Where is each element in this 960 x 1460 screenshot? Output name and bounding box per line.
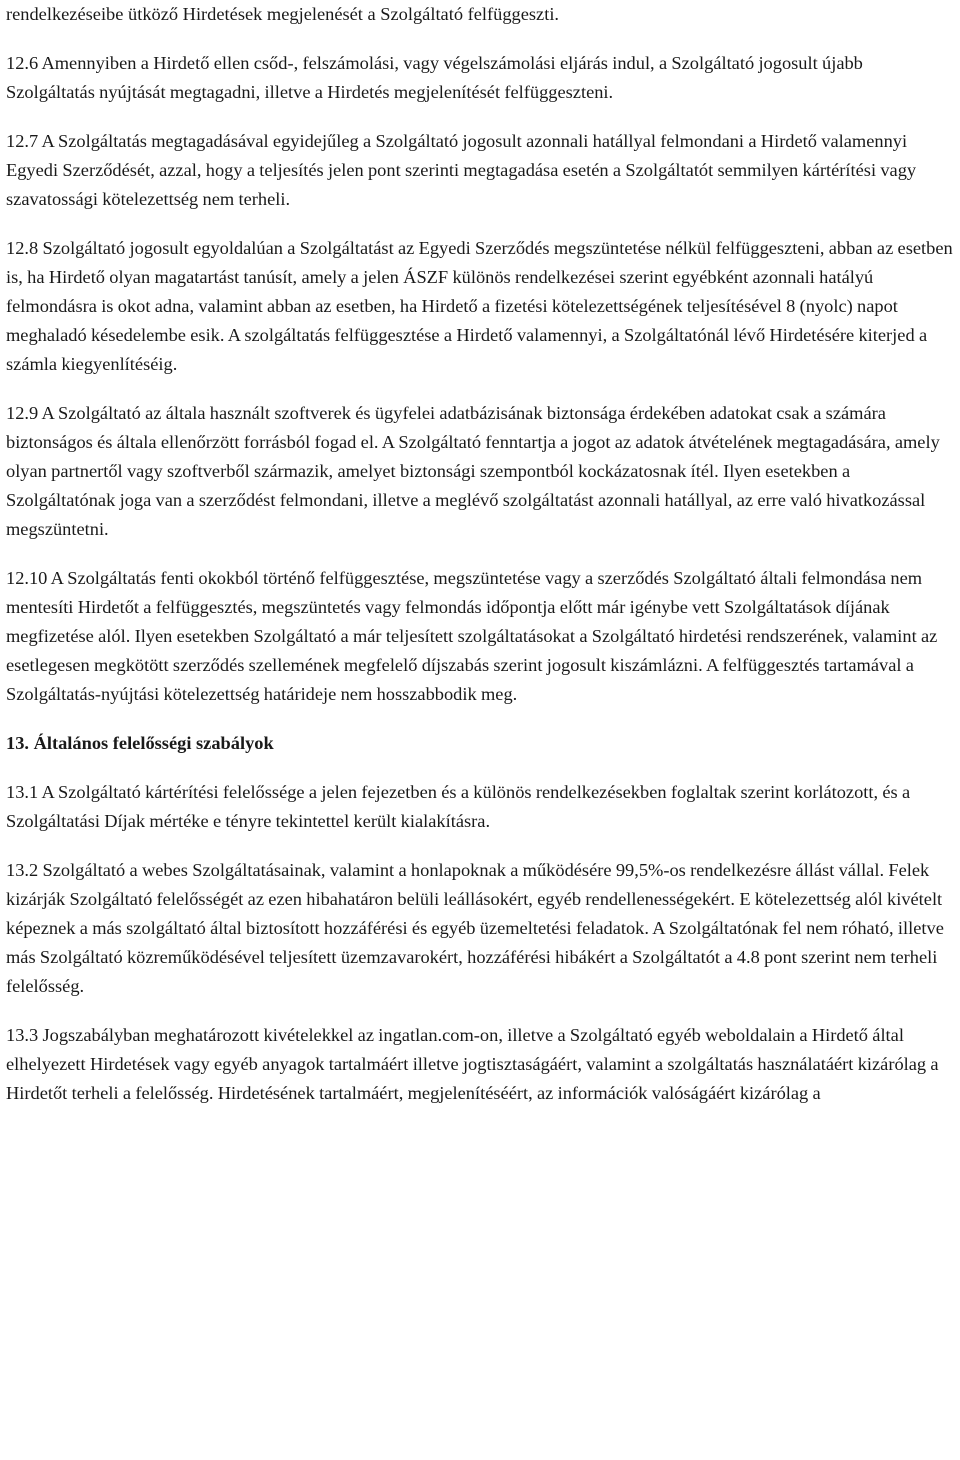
section-heading-13: 13. Általános felelősségi szabályok [6, 733, 274, 753]
paragraph-12-9: 12.9 A Szolgáltató az általa használt szoftverek és ügyfelei adatbázisának biztonsága érdekében adatokat csak a számára biztonságos és általa ellenőrzött forrásból fogad el. A Szolgáltató fenntartja a jogot az adatok átvételének megtagadására, amely olyan partnertől vagy szoftverből származik, amelyet biztonsági szempontból kockázatosnak ítél. Ilyen esetekben a Szolgáltatónak joga van a szerződést felmondani, illetve a meglévő szolgáltatást azonnali hatállyal, az erre való hivatkozással megszüntetni. [6, 403, 940, 539]
document-page [6, 0, 956, 1128]
paragraph-13-3: 13.3 Jogszabályban meghatározott kivételekkel az ingatlan.com-on, illetve a Szolgáltató egyéb weboldalain a Hirdető által elhelyezett Hirdetések vagy egyéb anyagok tartalmáért illetve jogtisztaságáért, valamint a szolgáltatás használatáért kizárólag a Hirdetőt terheli a felelősség. Hirdetésének tartalmáért, megjelenítéséért, az információk valóságáért kizárólag a [6, 1025, 939, 1103]
paragraph-12-6: 12.6 Amennyiben a Hirdető ellen csőd-, felszámolási, vagy végelszámolási eljárás indul, a Szolgáltató jogosult újabb Szolgáltatás nyújtását megtagadni, illetve a Hirdetés megjelenítését felfüggeszteni. [6, 53, 863, 102]
paragraph-13-1: 13.1 A Szolgáltató kártérítési felelőssége a jelen fejezetben és a különös rendelkezésekben foglaltak szerint korlátozott, és a Szolgáltatási Díjak mértéke e tényre tekintettel került kialakításra. [6, 782, 911, 831]
paragraph-12-7: 12.7 A Szolgáltatás megtagadásával egyidejűleg a Szolgáltató jogosult azonnali hatállyal felmondani a Hirdető valamennyi Egyedi Szerződését, azzal, hogy a teljesítés jelen pont szerinti megtagadása esetén a Szolgáltatót semmilyen kártérítési vagy szavatossági kötelezettség nem terheli. [6, 131, 917, 209]
paragraph-12-8: 12.8 Szolgáltató jogosult egyoldalúan a Szolgáltatást az Egyedi Szerződés megszüntetése nélkül felfüggeszteni, abban az esetben is, ha Hirdető olyan magatartást tanúsít, amely a jelen ÁSZF különös rendelkezései szerint egyébként azonnali hatályú felmondásra is okot adna, valamint abban az esetben, ha Hirdető a fizetési kötelezettségének teljesítésével 8 (nyolc) napot meghaladó késedelembe esik. A szolgáltatás felfüggesztése a Hirdető valamennyi, a Szolgáltatónál lévő Hirdetésére kiterjed a számla kiegyenlítéséig. [6, 238, 953, 374]
paragraph-12-5-tail: rendelkezéseibe ütköző Hirdetések megjelenését a Szolgáltató felfüggeszti. [6, 4, 560, 24]
paragraph-12-10: 12.10 A Szolgáltatás fenti okokból történő felfüggesztése, megszüntetése vagy a szerződés Szolgáltató általi felmondása nem mentesíti Hirdetőt a felfüggesztés, megszüntetés vagy felmondás időpontja előtt már igénybe vett Szolgáltatások díjának megfizetése alól. Ilyen esetekben Szolgáltató a már teljesített szolgáltatásokat a Szolgáltató hirdetési rendszerének, valamint az esetlegesen megkötött szerződés szellemének megfelelő díjszabás szerint jogosult kiszámlázni. A felfüggesztés tartamával a Szolgáltatás-nyújtási kötelezettség határideje nem hosszabbodik meg. [6, 568, 938, 704]
paragraph-13-2: 13.2 Szolgáltató a webes Szolgáltatásainak, valamint a honlapoknak a működésére 99,5%-os rendelkezésre állást vállal. Felek kizárják Szolgáltató felelősségét az ezen hibahatáron belüli leállásokért, egyéb rendellenességekért. E kötelezettség alól kivételt képeznek a más szolgáltató által biztosított hozzáférési és egyéb üzemeltetési feladatok. A Szolgáltatónak fel nem róható, illetve más Szolgáltató közreműködésével teljesített üzemzavarokért, hozzáférési hibákért a Szolgáltatót a 4.8 pont szerint nem terheli felelősség. [6, 860, 944, 996]
